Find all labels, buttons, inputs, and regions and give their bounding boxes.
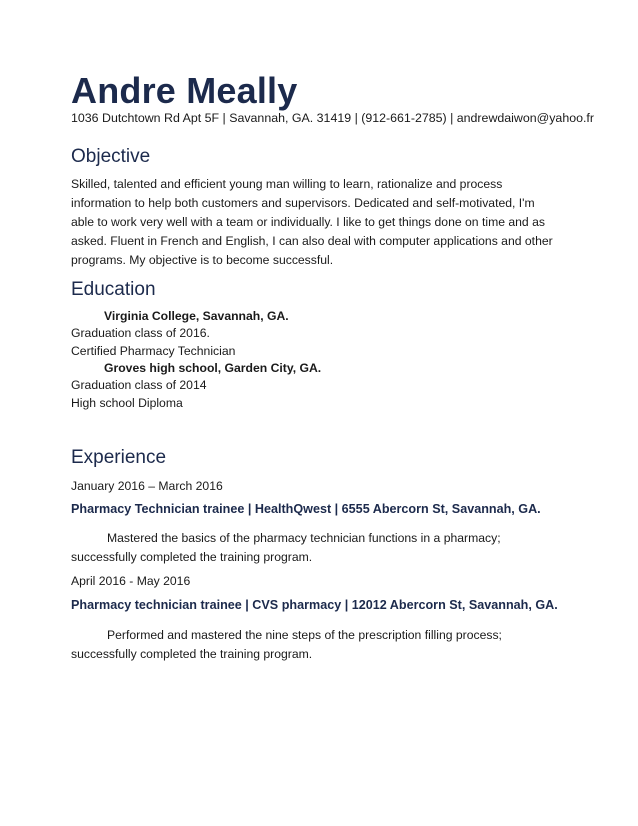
education-detail: Certified Pharmacy Technician: [71, 344, 236, 358]
job-description: Performed and mastered the nine steps of the prescription filling process; successfully completed the training program.: [71, 628, 502, 661]
objective-heading: Objective: [71, 146, 151, 167]
candidate-name: Andre Meally: [71, 70, 298, 111]
education-detail: Graduation class of 2014: [71, 378, 207, 392]
job-dates: April 2016 - May 2016: [71, 574, 191, 588]
experience-heading: Experience: [71, 447, 167, 468]
objective-text: Skilled, talented and efficient young man willing to learn, rationalize and process information to help both customers and supervisors. Dedicated and self-motivated, I'm able to work very well with a team or individually. I like to get things done on time and as asked. Fluent in French and English, I can also deal with computer applications and other programs. My objective is to become successful.: [71, 177, 553, 267]
education-heading: Education: [71, 279, 156, 300]
education-detail: Graduation class of 2016.: [71, 326, 210, 340]
contact-info: 1036 Dutchtown Rd Apt 5F | Savannah, GA. 31419 | (912-661-2785) | andrewdaiwon@yahoo.fr: [71, 111, 595, 125]
education-school: Virginia College, Savannah, GA.: [104, 309, 289, 323]
education-detail: High school Diploma: [71, 396, 183, 410]
job-description: Mastered the basics of the pharmacy technician functions in a pharmacy; successfully completed the training program.: [71, 531, 501, 564]
education-school: Groves high school, Garden City, GA.: [104, 361, 322, 375]
job-dates: January 2016 – March 2016: [71, 479, 223, 493]
job-title: Pharmacy technician trainee | CVS pharmacy | 12012 Abercorn St, Savannah, GA.: [71, 598, 558, 612]
job-title: Pharmacy Technician trainee | HealthQwest | 6555 Abercorn St, Savannah, GA.: [71, 502, 541, 516]
